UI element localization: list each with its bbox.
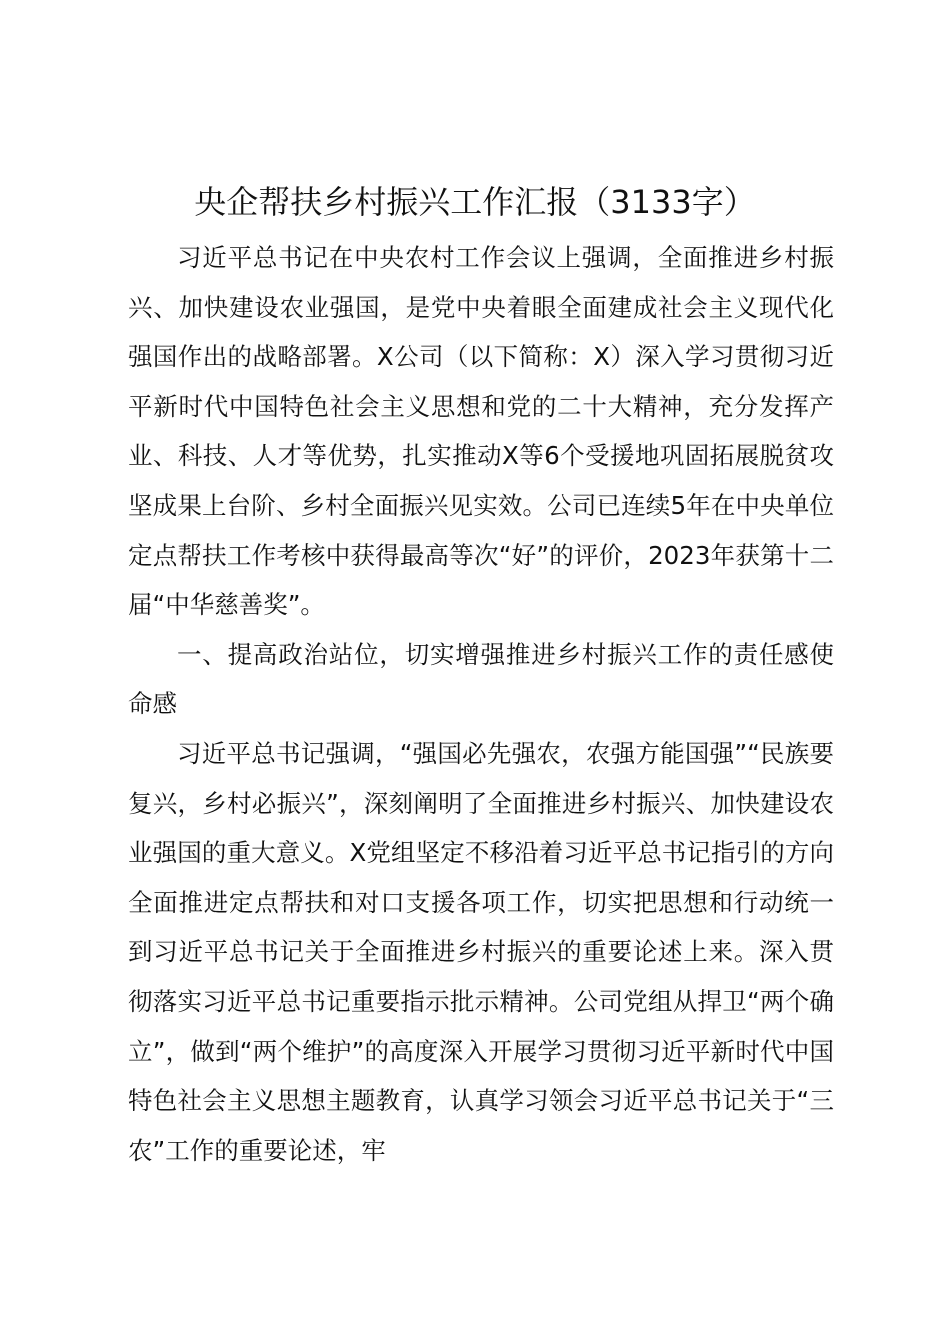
section-heading: 一、提高政治站位，切实增强推进乡村振兴工作的责任感使命感 xyxy=(128,639,834,719)
intro-paragraph: 习近平总书记在中央农村工作会议上强调，全面推进乡村振兴、加快建设农业强国，是党中央着眼全面建成社会主义现代化强国作出的战略部署。X公司（以下简称：X）深入学习贯彻习近平新时代中国特色社会主义思想和党的二十大精神，充分发挥产业、科技、人才等优势，扎实推动X等6个受援地巩固拓展脱贫攻坚成果上台阶、乡村全面振兴见实效。公司已连续5年在中央单位定点帮扶工作考核中获得最高等次“好”的评价，2023年获第十二届“中华慈善奖”。 xyxy=(128,243,834,620)
section-paragraph: 习近平总书记强调，“强国必先强农，农强方能国强”“民族要复兴，乡村必振兴”，深刻阐明了全面推进乡村振兴、加快建设农业强国的重大意义。X党组坚定不移沿着习近平总书记指引的方向全面推进定点帮扶和对口支援各项工作，切实把思想和行动统一到习近平总书记关于全面推进乡村振兴的重要论述上来。深入贯彻落实习近平总书记重要指示批示精神。公司党组从捍卫“两个确立”，做到“两个维护”的高度深入开展学习贯彻习近平新时代中国特色社会主义思想主题教育，认真学习领会习近平总书记关于“三农”工作的重要论述，牢 xyxy=(128,738,834,1165)
document-title: 央企帮扶乡村振兴工作汇报（3133字） xyxy=(194,183,756,221)
document-body xyxy=(128,233,834,1175)
